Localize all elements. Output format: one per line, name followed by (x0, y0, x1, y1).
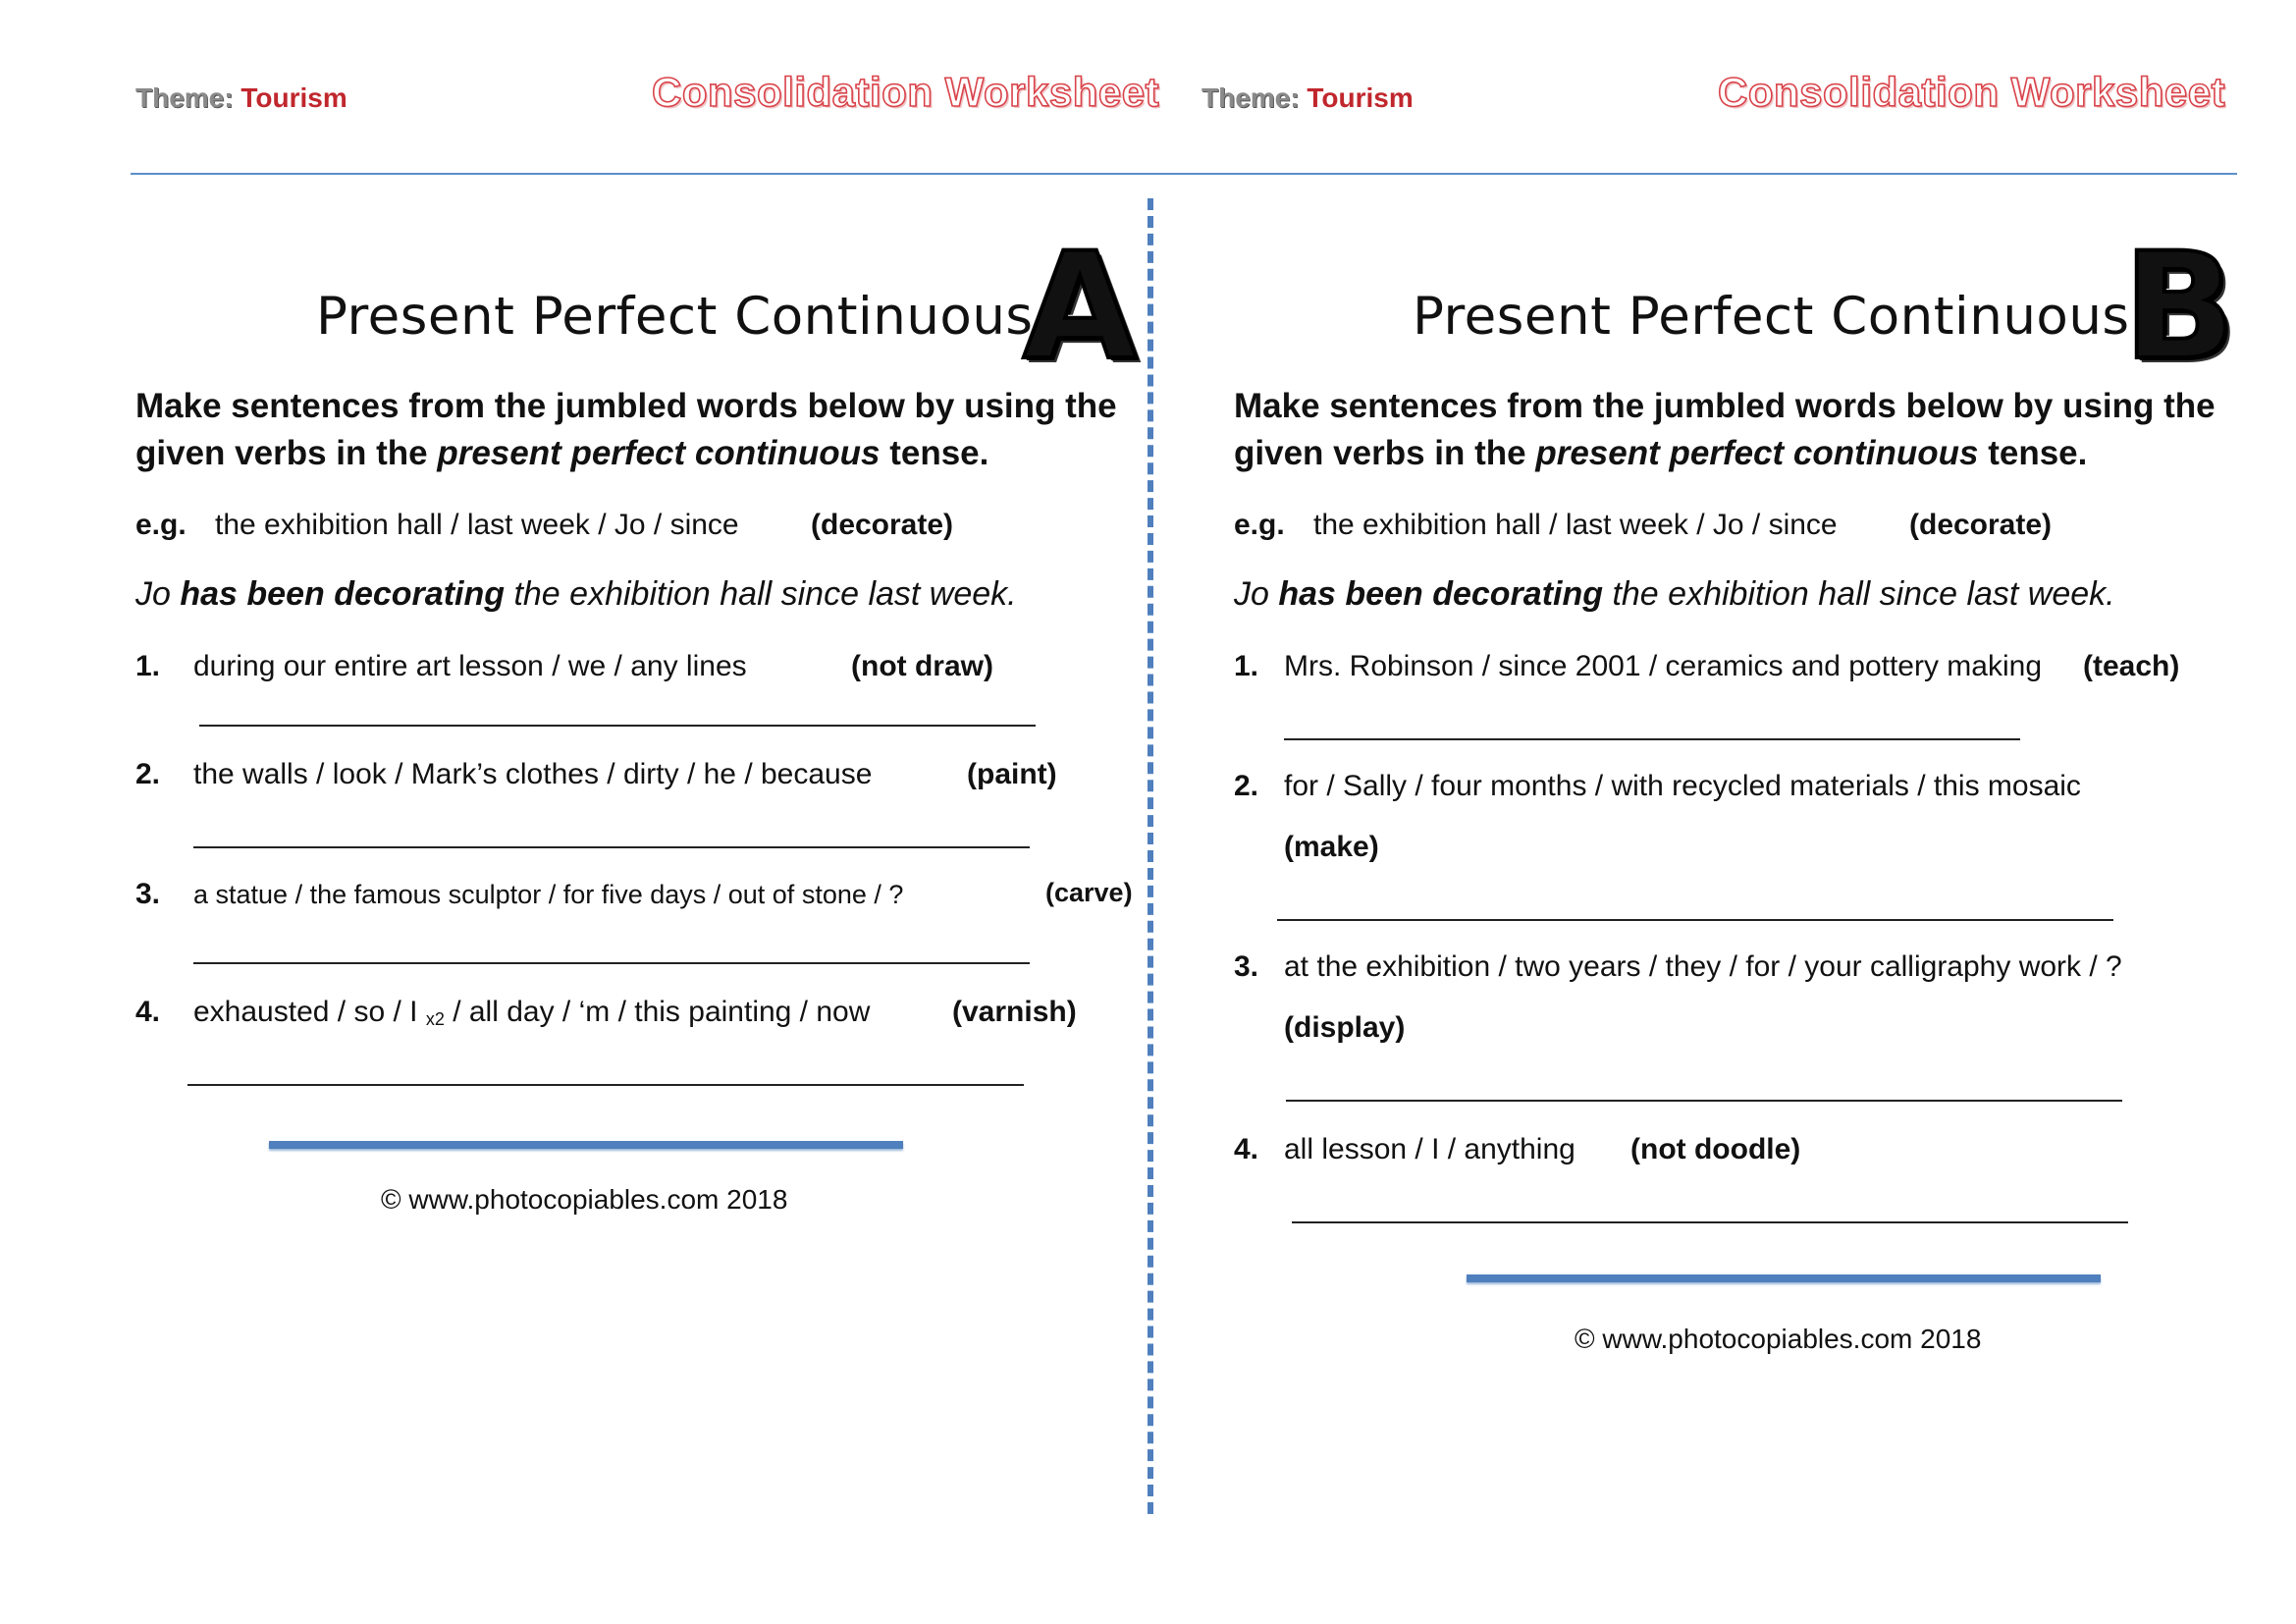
item-number: 2. (1234, 770, 1259, 802)
item-words: at the exhibition / two years / they / for / your calligraphy work / ? (1284, 950, 2122, 983)
instruction-text-end: tense. (880, 434, 989, 472)
item-verb: (varnish) (952, 996, 1077, 1028)
example-words: the exhibition hall / last week / Jo / since (215, 509, 739, 541)
item-words-end: / all day / ‘m / this painting / now (453, 996, 871, 1028)
item-words: during our entire art lesson / we / any lines (193, 650, 747, 682)
item-words: the walls / look / Mark’s clothes / dirty / he / because (193, 758, 873, 790)
copyright: © www.photocopiables.com 2018 (1575, 1324, 1982, 1354)
instruction-italic: present perfect continuous (1535, 434, 1979, 472)
theme-value: Tourism (1307, 82, 1414, 113)
example-answer-bold: has been decorating (1278, 575, 1603, 613)
item-words: Mrs. Robinson / since 2001 / ceramics and pottery making (1284, 650, 2043, 682)
item-words: a statue / the famous sculptor / for five days / out of stone / ? (193, 880, 904, 909)
example-verb: (decorate) (811, 509, 954, 541)
item-number: 3. (1234, 950, 1259, 983)
example-verb: (decorate) (1909, 509, 2053, 541)
item-verb: (not doodle) (1630, 1133, 1801, 1165)
consolidation-title-b: Consolidation Worksheet (1718, 69, 2226, 115)
example-label: e.g. (1234, 509, 1285, 541)
instructions (1234, 383, 2225, 477)
copyright: © www.photocopiables.com 2018 (381, 1184, 788, 1215)
item-words-start: exhausted / so / I (193, 996, 418, 1028)
theme-prefix: Theme: (135, 82, 234, 113)
answer-line[interactable] (1292, 1221, 2128, 1223)
item-number: 1. (135, 650, 161, 682)
theme-prefix: Theme: (1201, 82, 1300, 113)
item-verb: (not draw) (851, 650, 993, 682)
theme-value: Tourism (240, 82, 347, 113)
version-letter: B (2123, 222, 2236, 393)
consolidation-title-a: Consolidation Worksheet (652, 69, 1160, 115)
answer-line[interactable] (1286, 1100, 2122, 1102)
item-verb: (teach) (2083, 650, 2180, 682)
example-answer-end: the exhibition hall since last week. (505, 575, 1017, 613)
example-words: the exhibition hall / last week / Jo / since (1313, 509, 1838, 541)
instruction-text: Make sentences from the jumbled words below by using the given verbs in the (135, 387, 1117, 472)
instruction-text-end: tense. (1978, 434, 2088, 472)
item-number: 4. (1234, 1133, 1259, 1165)
item-verb: (carve) (1045, 878, 1133, 907)
example-label: e.g. (135, 509, 187, 541)
example-answer-text: Jo (135, 575, 181, 613)
item-number: 4. (135, 996, 161, 1028)
item-words: all lesson / I / anything (1284, 1133, 1575, 1165)
item-number: 2. (135, 758, 161, 790)
item-words: for / Sally / four months / with recycled materials / this mosaic (1284, 770, 2081, 802)
answer-line[interactable] (1284, 738, 2020, 740)
instruction-italic: present perfect continuous (437, 434, 881, 472)
worksheet-heading: Present Perfect Continuous (1413, 287, 2130, 347)
item-number: 3. (135, 878, 161, 910)
example-answer-end: the exhibition hall since last week. (1603, 575, 2115, 613)
version-letter: A (1023, 222, 1138, 393)
answer-line[interactable] (1277, 919, 2113, 921)
instruction-text: Make sentences from the jumbled words below by using the given verbs in the (1234, 387, 2216, 472)
item-number: 1. (1234, 650, 1259, 682)
footer-bar (1467, 1274, 2101, 1282)
item-verb: (paint) (967, 758, 1057, 790)
example-answer (1234, 575, 2115, 614)
item-verb: (make) (1284, 831, 1379, 863)
item-verb: (display) (1284, 1011, 1406, 1044)
example-answer-text: Jo (1234, 575, 1279, 613)
item-words-subscript: x2 (425, 1009, 445, 1029)
worksheet-heading: Present Perfect Continuous (316, 287, 1034, 347)
example-answer-bold: has been decorating (180, 575, 505, 613)
